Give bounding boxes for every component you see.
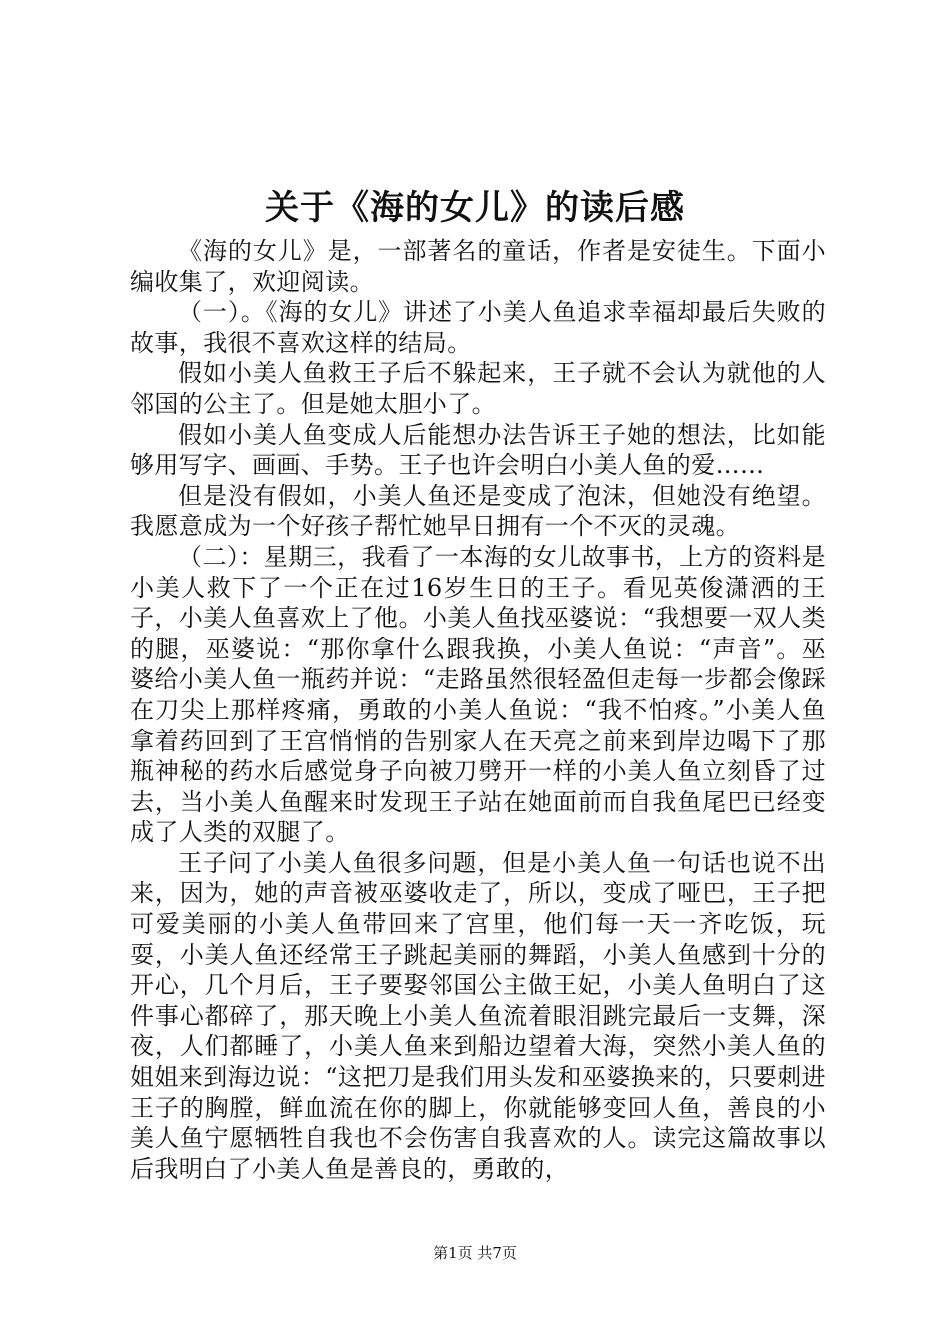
paragraph: 假如小美人鱼救王子后不躲起来，王子就不会认为就他的人邻国的公主了。但是她太胆小了。 [130, 359, 826, 418]
paragraph: 王子问了小美人鱼很多问题，但是小美人鱼一句话也说不出来，因为，她的声音被巫婆收走了，所以，变成了哑巴，王子把可爱美丽的小美人鱼带回来了宫里，他们每一天一齐吃饭，玩耍，小美人鱼还经常王子跳起美丽的舞蹈，小美人鱼感到十分的开心，几个月后，王子要娶邻国公主做王妃，小美人鱼明白了这件事心都碎了，那天晚上小美人鱼流着眼泪跳完最后一支舞，深夜，人们都睡了，小美人鱼来到船边望着大海，突然小美人鱼的姐姐来到海边说：“这把刀是我们用头发和巫婆换来的，只要刺进王子的胸膛，鲜血流在你的脚上，你就能够变回人鱼，善良的小美人鱼宁愿牺牲自我也不会伤害自我喜欢的人。读完这篇故事以后我明白了小美人鱼是善良的，勇敢的， [130, 848, 826, 1183]
paragraph-part-two: （二）：星期三，我看了一本海的女儿故事书，上方的资料是小美人救下了一个正在过16岁生日的王子。看见英俊潇洒的王子，小美人鱼喜欢上了他。小美人鱼找巫婆说：“我想要一双人类的腿，巫婆说：“那你拿什么跟我换，小美人鱼说：“声音”。巫婆给小美人鱼一瓶药并说：“走路虽然很轻盈但走每一步都会像踩在刀尖上那样疼痛，勇敢的小美人鱼说：“我不怕疼。”小美人鱼拿着药回到了王宫悄悄的告别家人在天亮之前来到岸边喝下了那瓶神秘的药水后感觉身子向被刀劈开一样的小美人鱼立刻昏了过去，当小美人鱼醒来时发现王子站在她面前而自我鱼尾巴已经变成了人类的双腿了。 [130, 542, 826, 847]
paragraph-intro: 《海的女儿》是，一部著名的童话，作者是安徒生。下面小编收集了，欢迎阅读。 [130, 237, 826, 296]
page-title: 关于《海的女儿》的读后感 [265, 188, 685, 228]
paragraph: 假如小美人鱼变成人后能想办法告诉王子她的想法，比如能够用写字、画画、手势。王子也许会明白小美人鱼的爱…… [130, 420, 826, 480]
page-number-footer: 第1页 共7页 [433, 1244, 517, 1262]
paragraph-part-one: （一）。《海的女儿》讲述了小美人鱼追求幸福却最后失败的故事，我很不喜欢这样的结局。 [130, 298, 826, 357]
paragraph: 但是没有假如，小美人鱼还是变成了泡沫，但她没有绝望。我愿意成为一个好孩子帮忙她早日拥有一个不灭的灵魂。 [130, 481, 826, 541]
document-body [130, 236, 826, 1184]
